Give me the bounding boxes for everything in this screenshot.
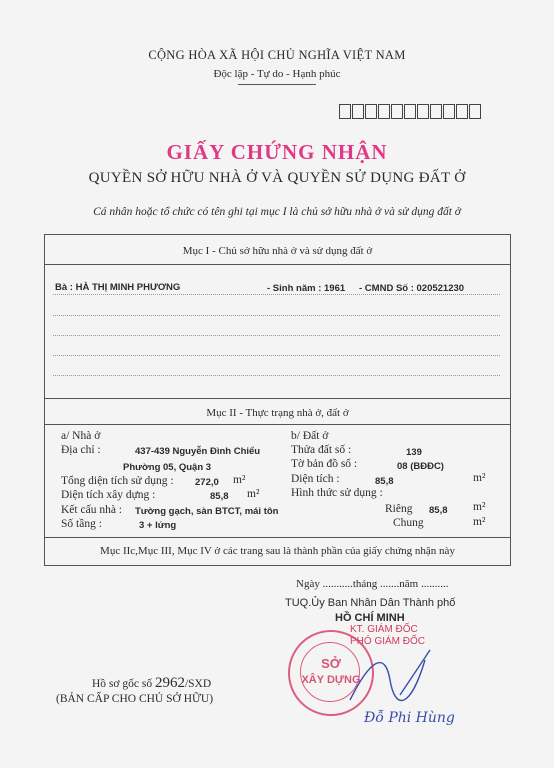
address-line1: 437-439 Nguyễn Đình Chiểu	[135, 446, 261, 457]
map-value: 08 (BĐĐC)	[397, 461, 444, 472]
address-line2: Phường 05, Quận 3	[123, 462, 212, 473]
content-frame	[44, 234, 511, 566]
issue-date: Ngày ...........tháng .......năm ..........	[296, 578, 449, 590]
section1-heading: Mục I - Chủ sở hữu nhà ở và sử dụng đất ở	[182, 245, 373, 257]
house-label: a/ Nhà ở	[61, 430, 101, 442]
area-unit: m²	[247, 488, 260, 500]
handwritten-signature-mark	[330, 640, 460, 720]
motto: Độc lập - Tự do - Hạnh phúc	[213, 68, 341, 80]
private-value: 85,8	[429, 505, 448, 516]
total-area-label: Tổng diện tích sử dụng :	[61, 475, 174, 487]
dotted-line	[53, 355, 500, 356]
address-label: Địa chỉ :	[61, 444, 101, 456]
signer-name: Đỗ Phi Hùng	[364, 710, 455, 726]
dotted-line	[53, 335, 500, 336]
copy-note: (BẢN CẤP CHO CHỦ SỞ HỮU)	[56, 693, 214, 705]
dotted-line	[53, 315, 500, 316]
header-divider	[238, 84, 316, 85]
divider	[45, 264, 510, 265]
file-number-label: Hồ sơ gốc số	[92, 678, 153, 690]
dotted-line	[53, 375, 500, 376]
serial-number-boxes	[339, 104, 482, 119]
map-label: Tờ bản đồ số :	[291, 458, 358, 470]
area-unit: m²	[473, 501, 486, 513]
land-label: b/ Đất ở	[291, 430, 329, 442]
area-unit: m²	[473, 472, 486, 484]
document-subtitle: QUYỀN SỞ HỮU NHÀ Ở VÀ QUYỀN SỬ DỤNG ĐẤT Ở	[88, 170, 466, 186]
authority-line2: HỒ CHÍ MINH	[335, 612, 405, 624]
parcel-value: 139	[406, 447, 422, 458]
private-label: Riêng	[385, 503, 413, 515]
authority-line1: TUQ.Ủy Ban Nhân Dân Thành phố	[285, 597, 456, 609]
document-title: GIẤY CHỨNG NHẬN	[166, 140, 388, 164]
file-number-value: 2962	[154, 675, 185, 691]
area-unit: m²	[233, 474, 246, 486]
built-area-value: 85,8	[210, 491, 229, 502]
intro-text: Cá nhân hoặc tổ chức có tên ghi tại mục I là chủ sở hữu nhà ở và sử dụng đất ở	[93, 206, 461, 218]
owner-birth-year: - Sinh năm : 1961	[267, 283, 346, 294]
signer-role-2: PHÓ GIÁM ĐỐC	[350, 636, 426, 647]
land-area-label: Diện tích :	[291, 473, 340, 485]
divider	[45, 424, 510, 425]
footer-note: Mục IIc,Mục III, Mục IV ở các trang sau là thành phần của giấy chứng nhận này	[100, 545, 455, 557]
file-number-suffix: /SXD	[184, 678, 212, 690]
divider	[45, 537, 510, 538]
owner-name: Bà : HÀ THỊ MINH PHƯƠNG	[55, 282, 181, 293]
divider	[45, 398, 510, 399]
owner-id-number: - CMND Số : 020521230	[359, 283, 465, 294]
usage-label: Hình thức sử dụng :	[291, 487, 383, 499]
seal-center-text-1: SỞ	[321, 656, 341, 671]
structure-value: Tường gạch, sàn BTCT, mái tôn	[135, 506, 279, 517]
parcel-label: Thửa đất số :	[291, 444, 352, 456]
floors-label: Số tầng :	[61, 518, 102, 530]
shared-label: Chung	[393, 517, 424, 529]
floors-value: 3 + lửng	[139, 520, 177, 531]
dotted-line	[53, 294, 500, 295]
total-area-value: 272,0	[195, 477, 219, 488]
structure-label: Kết cấu nhà :	[61, 504, 122, 516]
seal-center-text-2: XÂY DỰNG	[301, 674, 361, 686]
built-area-label: Diện tích xây dựng :	[61, 489, 156, 501]
area-unit: m²	[473, 516, 486, 528]
section2-heading: Mục II - Thực trạng nhà ở, đất ở	[206, 407, 349, 419]
signer-role-1: KT. GIÁM ĐỐC	[350, 624, 418, 635]
file-number	[92, 675, 211, 692]
land-area-value: 85,8	[375, 476, 394, 487]
nation-header: CỘNG HÒA XÃ HỘI CHỦ NGHĨA VIỆT NAM	[148, 48, 406, 62]
